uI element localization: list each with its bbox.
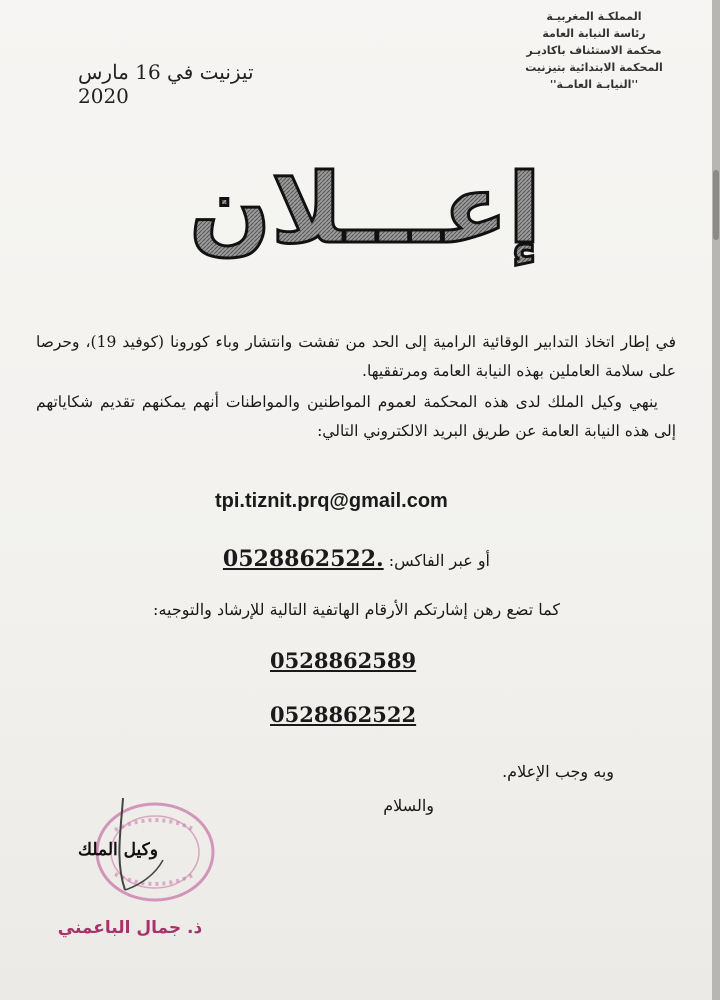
signatory-title: وكيل الملك (78, 840, 158, 860)
signatory-name: ذ. جمال الباعمني (57, 918, 203, 938)
closing-note: وبه وجب الإعلام. (502, 762, 614, 781)
page-title (170, 150, 560, 270)
announcement-body (36, 328, 676, 446)
scrollbar-track[interactable] (712, 0, 720, 1000)
document-date: تيزنيت في 16 مارس 2020 (78, 60, 254, 108)
fax-line (170, 546, 490, 572)
phone-number: 0528862589 (270, 648, 417, 673)
scrollbar-thumb[interactable] (713, 170, 719, 240)
email-address[interactable]: tpi.tiznit.prq@gmail.com (215, 490, 448, 512)
letterhead-first-instance-court: المحكمة الابتدائية بتيزنيت (525, 61, 663, 74)
letterhead-prosecution: ''النيابـة العامـة'' (549, 78, 639, 91)
paragraph-instructions: ينهي وكيل الملك لدى هذه المحكمة لعموم المواطنين والمواطنات أنهم يمكنهم تقديم شكاياتهم إلى هذه النيابة العامة عن طريق البريد الالكتروني التالي: (36, 393, 676, 440)
fax-label: أو عبر الفاكس: (383, 551, 490, 570)
closing-salutation: والسلام (383, 796, 434, 815)
letterhead (494, 8, 694, 93)
phones-intro: كما تضع رهن إشارتكم الأرقام الهاتفية التالية للإرشاد والتوجيه: (153, 600, 560, 619)
letterhead-appeal-court: محكمة الاستئناف باكاديـر (526, 44, 662, 57)
fax-number: 0528862522. (222, 546, 384, 572)
phone-number: 0528862522 (270, 702, 417, 727)
letterhead-kingdom: المملكـة المغربيـة (546, 10, 642, 23)
letterhead-presidency: رئاسة النيابة العامة (542, 27, 646, 40)
title-text: إعـــلان (189, 153, 541, 265)
paragraph-context: في إطار اتخاذ التدابير الوقائية الرامية إلى الحد من تفشت وانتشار وباء كورونا (كوفيد 19)، وحرصا على سلامة العاملين بهذه النيابة العامة ومرتفقيها. (36, 333, 676, 380)
